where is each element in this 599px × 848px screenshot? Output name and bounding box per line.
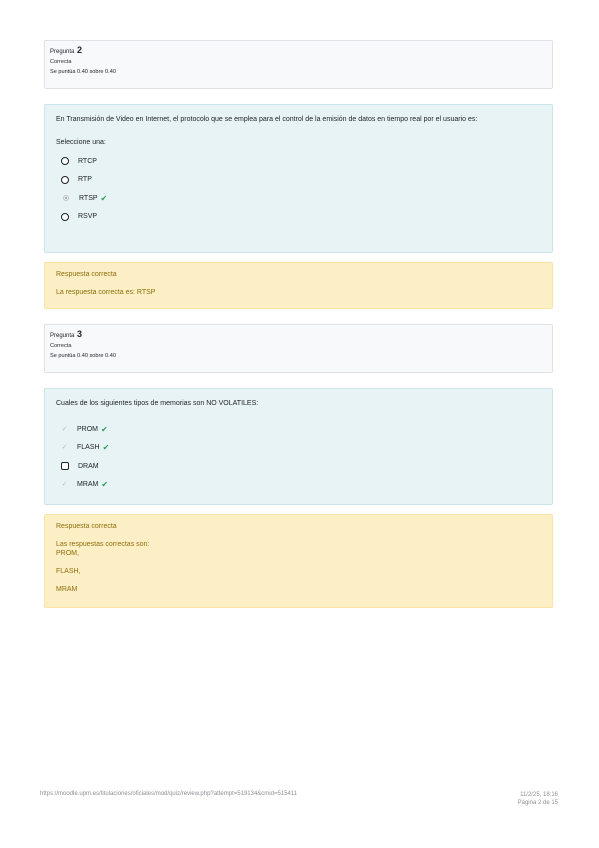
correct-check-icon: ✔: [101, 480, 109, 490]
answer-option-rtp[interactable]: [56, 171, 541, 190]
question-grade: Se puntúa 0.40 sobre 0.40: [50, 69, 116, 75]
option-label: RSVP: [78, 213, 98, 221]
answer-options: [56, 152, 541, 226]
answer-option-rtsp[interactable]: [56, 189, 541, 208]
question-state: Correcta: [50, 59, 72, 65]
option-label: DRAM: [78, 462, 99, 470]
option-label: RTSP: [79, 194, 98, 202]
question-number: Pregunta 2: [50, 45, 83, 55]
option-label: MRAM: [77, 481, 99, 489]
answer-option-flash[interactable]: [56, 439, 541, 458]
answer-option-prom[interactable]: [56, 420, 541, 439]
option-label: RTCP: [78, 157, 97, 165]
question-grade: Se puntúa 0.40 sobre 0.40: [50, 353, 116, 359]
question-3-formulation: [44, 388, 553, 505]
correct-check-icon: ✔: [101, 424, 108, 434]
checkbox-checked[interactable]: ✓: [61, 444, 68, 452]
question-2-feedback: [44, 262, 553, 309]
question-text: En Transmisión de Video en Internet, el protocolo que se emplea para el control de la emisión de datos en tiempo real por el usuario es:: [56, 116, 478, 123]
radio-button[interactable]: [61, 213, 69, 221]
option-label: RTP: [78, 176, 92, 184]
feedback-title: Respuesta correcta: [56, 523, 117, 530]
checkbox-checked[interactable]: ✓: [61, 481, 68, 489]
question-3-info: [44, 324, 553, 373]
answer-option-rtcp[interactable]: [56, 152, 541, 171]
feedback-answer-3: MRAM: [56, 586, 78, 593]
checkbox[interactable]: [61, 462, 69, 470]
feedback-intro: Las respuestas correctas son:: [56, 541, 150, 548]
answer-prompt: Seleccione una:: [56, 139, 106, 146]
question-state: Correcta: [50, 343, 72, 349]
feedback-title: Respuesta correcta: [56, 271, 117, 278]
option-label: PROM: [77, 425, 98, 433]
question-2-info: [44, 40, 553, 89]
question-3-feedback: [44, 514, 553, 608]
answer-option-dram[interactable]: [56, 457, 541, 476]
question-text: Cuales de los siguientes tipos de memorias son NO VOLATILES:: [56, 400, 259, 407]
footer-datetime: 11/2/25, 18:16: [520, 792, 558, 798]
question-number: Pregunta 3: [50, 329, 83, 339]
answer-option-mram[interactable]: [56, 476, 541, 495]
answer-options: [56, 420, 541, 494]
footer-url: https://moodle.upm.es/titulaciones/oficiales/mod/quiz/review.php?attempt=519134&cmid=515411: [40, 791, 298, 797]
feedback-correct-answer: La respuesta correcta es: RTSP: [56, 289, 156, 296]
footer-meta: [518, 791, 558, 807]
radio-button-selected[interactable]: [63, 195, 69, 201]
footer-page-number: Página 2 de 15: [517, 800, 558, 806]
checkbox-checked[interactable]: ✓: [61, 425, 68, 433]
answer-option-rsvp[interactable]: [56, 208, 541, 227]
option-label: FLASH: [77, 444, 100, 452]
radio-button[interactable]: [61, 157, 69, 165]
feedback-answer-1: PROM,: [56, 550, 79, 557]
correct-check-icon: ✔: [100, 193, 108, 203]
feedback-answer-2: FLASH,: [56, 568, 81, 575]
correct-check-icon: ✔: [102, 443, 110, 453]
question-2-formulation: [44, 104, 553, 253]
radio-button[interactable]: [61, 176, 69, 184]
